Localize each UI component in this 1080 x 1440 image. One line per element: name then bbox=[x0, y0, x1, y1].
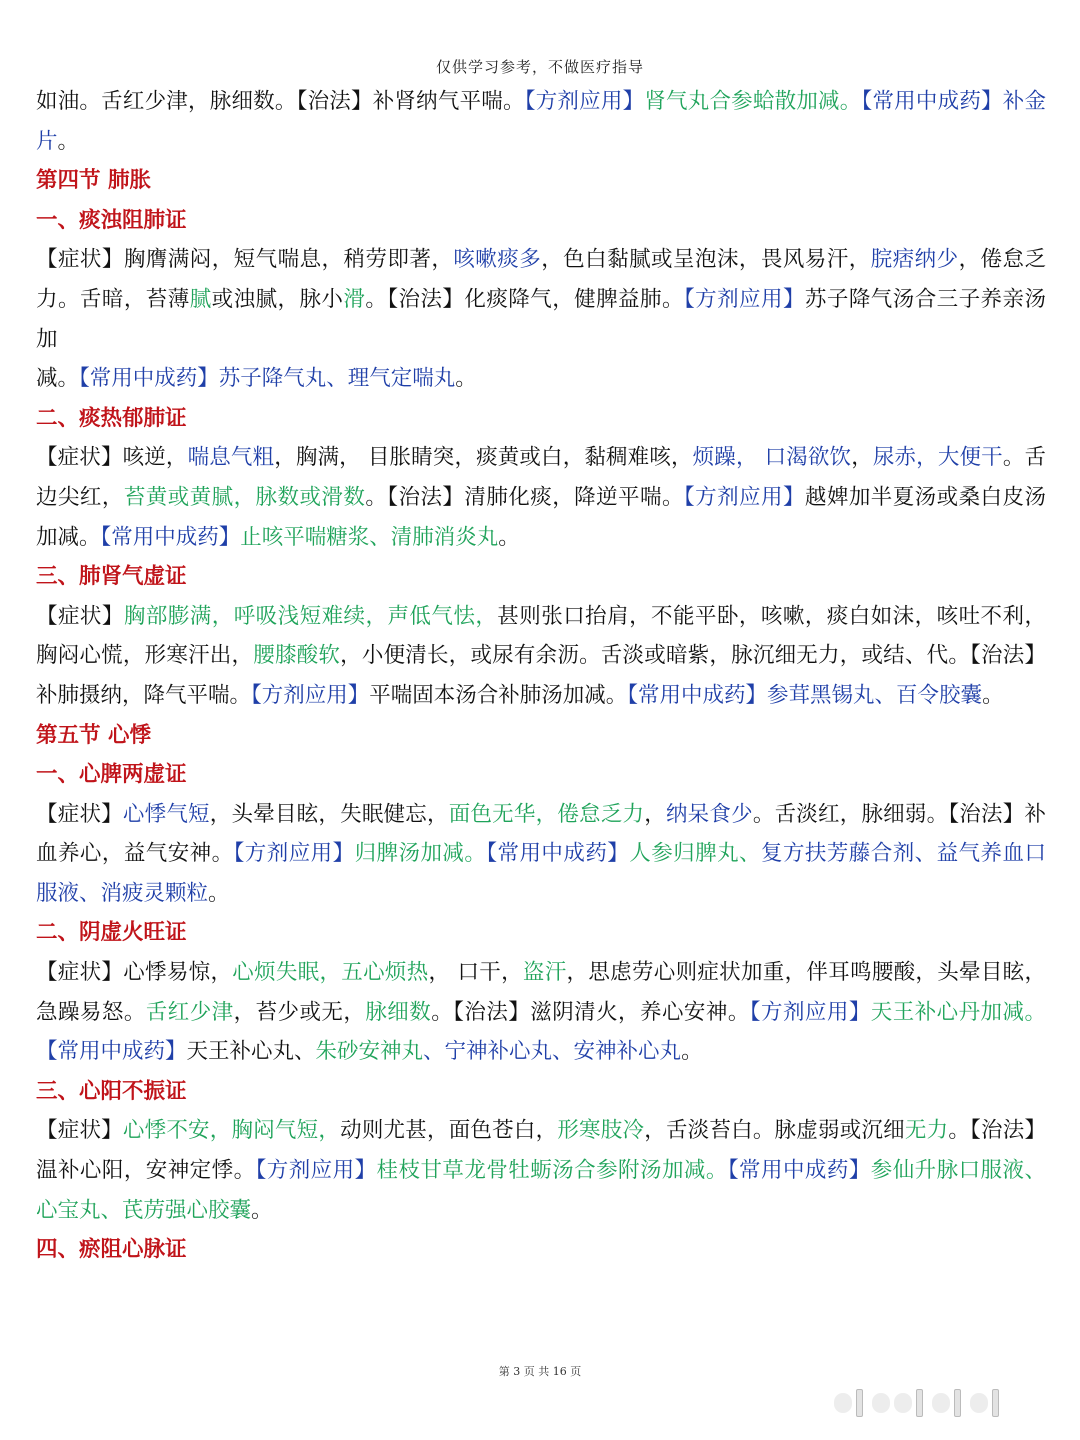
body-paragraph bbox=[36, 953, 1046, 1072]
watermark-shape bbox=[932, 1393, 950, 1413]
highlighted-text: 【常用中成药】 bbox=[36, 1039, 187, 1065]
watermark-shape bbox=[894, 1393, 912, 1413]
heading-text: 第四节 肺胀 bbox=[36, 168, 151, 194]
text-run: 【症状】心悸易惊， bbox=[36, 960, 233, 986]
text-run: 。【治法】化痰降气，健脾益肺。 bbox=[365, 286, 684, 312]
watermark-bar bbox=[954, 1389, 961, 1417]
text-run: 越婢加半夏汤或桑白皮汤加减。 bbox=[36, 484, 1046, 550]
body-paragraph bbox=[36, 240, 1046, 359]
highlighted-text: 朱砂安神丸 bbox=[315, 1039, 424, 1065]
text-run: 甚则张口抬肩，不能平卧，咳嗽，痰白如沫，咳吐不利，胸闷心慌，形寒汗出， bbox=[36, 603, 1046, 669]
highlighted-text: 复方扶芳藤合剂、益气养血口服液、消疲灵颗粒 bbox=[36, 841, 1046, 906]
section-heading bbox=[36, 913, 1046, 953]
text-run: ， bbox=[851, 445, 873, 471]
highlighted-text: 【方剂应用】 bbox=[683, 286, 805, 312]
watermark-bar bbox=[992, 1389, 999, 1417]
text-run: ，色白黏腻或呈泡沫，畏风易汗， bbox=[541, 247, 871, 273]
highlighted-text: 心烦失眠，五心烦热 bbox=[232, 960, 429, 986]
section-heading bbox=[36, 1072, 1046, 1112]
text-run: 。【治法】温补心阳，安神定悸。 bbox=[36, 1118, 1046, 1184]
heading-text: 第五节 心悸 bbox=[36, 722, 151, 748]
highlighted-text: 腰膝酸软 bbox=[253, 643, 341, 669]
text-run: ， 口干， bbox=[428, 960, 523, 986]
text-run: 。 bbox=[681, 1039, 703, 1065]
text-run: 。【治法】滋阴清火，养心安神。 bbox=[431, 999, 750, 1025]
heading-text: 三、心阳不振证 bbox=[36, 1078, 187, 1104]
text-run: 。 bbox=[982, 682, 1004, 708]
highlighted-text: 盗汗 bbox=[522, 960, 567, 986]
section-heading bbox=[36, 161, 1046, 201]
text-run: 或浊腻，脉小 bbox=[211, 286, 344, 312]
highlighted-text: 桂枝甘草龙骨牡蛎汤合参附汤加减。 bbox=[376, 1158, 728, 1184]
highlighted-text: 【常用中成药】 bbox=[100, 524, 241, 550]
section-heading bbox=[36, 399, 1046, 439]
highlighted-text: 形寒肢冷 bbox=[557, 1118, 645, 1144]
highlighted-text: 喘息气粗 bbox=[187, 445, 275, 471]
highlighted-text: 【常用中成药】补金片 bbox=[36, 89, 1046, 154]
watermark-shape bbox=[834, 1393, 852, 1413]
heading-text: 一、痰浊阻肺证 bbox=[36, 207, 187, 233]
watermark-shape bbox=[970, 1393, 988, 1413]
highlighted-text: 尿赤，大便干 bbox=[872, 445, 1003, 471]
text-run: ，胸满， 目胀睛突，痰黄或白，黏稠难咳， bbox=[274, 445, 693, 471]
highlighted-text: 纳呆食少 bbox=[665, 801, 753, 827]
highlighted-text: 苔黄或黄腻，脉数或滑数 bbox=[123, 484, 366, 510]
text-run: 。 bbox=[455, 366, 477, 392]
highlighted-text: 无力 bbox=[904, 1118, 949, 1144]
text-run: 动则尤甚，面色苍白， bbox=[340, 1118, 558, 1144]
page-footer: 第 3 页 共 16 页 bbox=[498, 1365, 582, 1378]
body-paragraph bbox=[36, 597, 1046, 716]
text-run: 平喘固本汤合补肺汤加减。 bbox=[369, 682, 628, 708]
body-paragraph bbox=[36, 359, 1046, 399]
text-run: 。 bbox=[498, 524, 520, 550]
text-run: 【症状】 bbox=[36, 1118, 123, 1144]
highlighted-text: 舌红少津 bbox=[145, 999, 234, 1025]
highlighted-text: 【方剂应用】 bbox=[251, 682, 370, 708]
text-run: ，小便清长，或尿有余沥。舌淡或暗紫，脉沉细无力，或结、代。【治法】补肺摄纳，降气平喘。 bbox=[36, 643, 1046, 708]
highlighted-text: 面色无华，倦怠乏力 bbox=[448, 801, 645, 827]
highlighted-text: 烦躁， 口渴欲饮 bbox=[692, 445, 852, 471]
heading-text: 一、心脾两虚证 bbox=[36, 762, 187, 788]
text-run: 减。 bbox=[36, 366, 80, 392]
section-heading bbox=[36, 201, 1046, 241]
text-run: 【症状】 bbox=[36, 801, 123, 827]
highlighted-text: 【方剂应用】 bbox=[233, 841, 355, 867]
text-run: 苏子降气汤合三子养亲汤加 bbox=[36, 286, 1046, 352]
section-heading bbox=[36, 716, 1046, 756]
text-run: 【症状】胸膺满闷，短气喘息，稍劳即著， bbox=[36, 247, 454, 273]
document-body bbox=[36, 82, 1046, 1270]
section-heading bbox=[36, 557, 1046, 597]
highlighted-text: 咳嗽痰多 bbox=[453, 247, 542, 273]
text-run: 。舌边尖红， bbox=[36, 445, 1046, 510]
text-run: ，倦怠乏力。舌暗，苔薄 bbox=[36, 247, 1046, 312]
highlighted-text: 脉细数 bbox=[365, 999, 432, 1025]
highlighted-text: 【方剂应用】 bbox=[255, 1158, 377, 1184]
body-paragraph bbox=[36, 1111, 1046, 1230]
body-paragraph bbox=[36, 82, 1046, 161]
text-run: ，舌淡苔白。脉虚弱或沉细 bbox=[644, 1118, 905, 1144]
highlighted-text: 【方剂应用】 bbox=[524, 89, 645, 114]
text-run: ，苔少或无， bbox=[233, 999, 366, 1025]
text-run: 。 bbox=[251, 1197, 273, 1223]
text-run: 。 bbox=[57, 128, 80, 154]
highlighted-text: 腻 bbox=[189, 286, 212, 312]
text-run: ，思虑劳心则症状加重，伴耳鸣腰酸，头晕目眩，急躁易怒。 bbox=[36, 960, 1046, 1025]
highlighted-text: 【常用中成药】参茸黑锡丸、百令胶囊 bbox=[627, 682, 983, 708]
highlighted-text: 心悸气短 bbox=[122, 801, 210, 827]
highlighted-text: 归脾汤加减。 bbox=[354, 841, 487, 867]
text-run: 如油。舌红少津，脉细数。【治法】补肾纳气平喘。 bbox=[36, 89, 525, 114]
heading-text: 二、痰热郁肺证 bbox=[36, 405, 187, 431]
highlighted-text: 脘痞纳少 bbox=[870, 247, 959, 273]
section-heading bbox=[36, 1230, 1046, 1270]
highlighted-text: 【常用中成药】苏子降气丸、理气定喘丸 bbox=[79, 366, 456, 392]
text-run: 。 bbox=[208, 880, 230, 906]
watermark-bar bbox=[916, 1389, 923, 1417]
highlighted-text: 、宁神补心丸、安神补心丸 bbox=[423, 1039, 682, 1065]
highlighted-text: 人参归脾丸、 bbox=[629, 841, 761, 867]
highlighted-text: 胸部膨满，呼吸浅短难续，声低气怯， bbox=[123, 603, 498, 629]
heading-text: 四、瘀阻心脉证 bbox=[36, 1237, 187, 1263]
body-paragraph bbox=[36, 438, 1046, 557]
highlighted-text: 【常用中成药】 bbox=[486, 841, 630, 867]
text-run: 天王补心丸、 bbox=[186, 1039, 316, 1065]
text-run: ， bbox=[644, 801, 666, 827]
section-heading bbox=[36, 755, 1046, 795]
text-run: 【症状】 bbox=[36, 603, 124, 629]
page-header: 仅供学习参考，不做医疗指导 bbox=[435, 58, 644, 76]
highlighted-text: 天王补心丹加减。 bbox=[870, 999, 1046, 1025]
text-run: 。舌淡红，脉细弱。【治法】补血养心，益气安神。 bbox=[36, 801, 1046, 867]
highlighted-text: 【方剂应用】 bbox=[683, 484, 805, 510]
watermark-shape bbox=[872, 1393, 890, 1413]
text-run: 。【治法】清肺化痰，降逆平喘。 bbox=[365, 484, 684, 510]
highlighted-text: 参仙升脉口服液、心宝丸、芪苈强心胶囊 bbox=[36, 1158, 1046, 1223]
highlighted-text: 肾气丸合参蛤散加减。 bbox=[644, 89, 862, 114]
highlighted-text: 心悸不安，胸闷气短， bbox=[122, 1118, 341, 1144]
heading-text: 二、阴虚火旺证 bbox=[36, 920, 187, 946]
text-run: 【症状】咳逆， bbox=[36, 445, 188, 471]
highlighted-text: 滑 bbox=[343, 286, 366, 312]
highlighted-text: 【常用中成药】 bbox=[727, 1158, 871, 1184]
highlighted-text: 止咳平喘糖浆、清肺消炎丸 bbox=[240, 524, 499, 550]
highlighted-text: 【方剂应用】 bbox=[749, 999, 871, 1025]
watermark-bar bbox=[856, 1389, 863, 1417]
watermark-logo bbox=[834, 1386, 1056, 1420]
heading-text: 三、肺肾气虚证 bbox=[36, 564, 187, 590]
text-run: ，头晕目眩，失眠健忘， bbox=[209, 801, 449, 827]
body-paragraph bbox=[36, 795, 1046, 914]
